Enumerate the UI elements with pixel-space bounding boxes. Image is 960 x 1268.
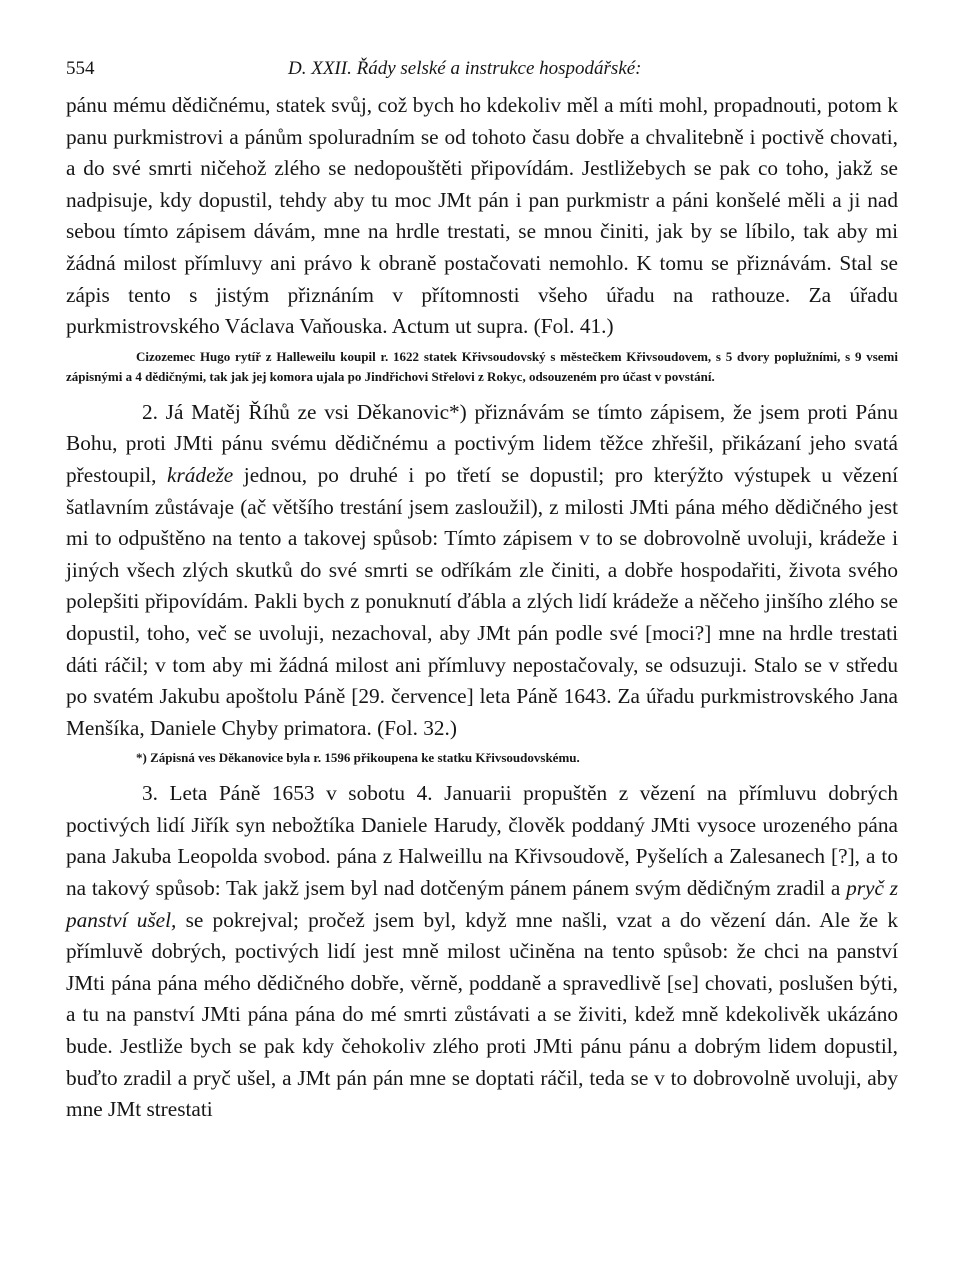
running-header: [66, 58, 898, 90]
entry-2-text-end: jednou, po druhé i po třetí se dopustil; pro kterýžto výstupek u vězení šatlavním zůstávaje (ač většího trestání jsem zasloužil), z milosti JMti pána mého dědičného jest mi to odpuštěno na tento a takovej spůsob: Tímto zápisem v to se dobrovolně uvoluji, krádeže i jiných všech zlých skutků do své smrti se odříkám zle činiti, a dobře hospodařiti, života svého polepšiti připovídám. Pakli bych z ponuknutí ďábla a zlých lidí krádeže a něčeho jinšího zlého se dopustil, toho, več se uvoluji, nezachoval, aby JMt pán podle své [moci?] mne na hrdle trestati dáti ráčil; v tom aby mi žádná milost ani přímluvy nepostačovaly, se odsuzuji. Stalo se v středu po svatém Jakubu apoštolu Páně [29. července] leta Páně 1643. Za úřadu purkmistrovského Jana Menšíka, Daniele Chyby primatora. (Fol. 32.): [66, 462, 899, 740]
entry-2-emphasis: krádeže: [167, 462, 234, 487]
footnote: *) Zápisná ves Děkanovice byla r. 1596 přikoupena ke statku Křivsoudovskému.: [136, 750, 580, 766]
paragraph-entry-2: [66, 397, 898, 745]
entry-3-text-end: se pokrejval; pročež jsem byl, když mne našli, vzat a do vězení dán. Ale že k přímluvě dobrých, poctivých lidí jest mně milost učiněna na tento spůsob: že chci na panství JMti pána pána mého dědičného dobře, věrně, poddaně a spravedlivě [se] chovati, poslušen býti, a tu na panství JMti pána pána do mé smrti zůstávati a se živiti, kdež mně kdekolivěk ukázáno bude. Jestliže bych se pak kdy čehokoliv zlého proti JMti pánu pánu a dobrým lidem dopustil, buďto zradil a pryč ušel, a JMt pán pán mne se doptati ráčil, teda se v to dobrovolně uvoluji, aby mne JMt strestati: [66, 907, 898, 1122]
entry-2-text-start: 2. Já Matěj Říhů ze vsi Děkanovic*) přiznávám se tímto zápisem, že jsem proti Pánu Bohu, proti JMti pánu svému dědičnému a poctivým lidem těžce zhřešil, přikázaní jeho svatá přestoupil,: [66, 399, 898, 487]
running-title: D. XXII. Řády selské a instrukce hospodářské:: [288, 58, 642, 79]
paragraph-entry-3: [66, 778, 898, 1126]
editorial-note: Cizozemec Hugo rytíř z Halleweilu koupil r. 1622 statek Křivsoudovský s městečkem Křivsoudovem, s 5 dvory poplužními, s 9 vsemi zápisnými a 4 dědičnými, tak jak jej komora ujala po Jindřichovi Střelovi z Rokyc, odsouzeném pro účast v povstání.: [66, 348, 898, 384]
page-number: 554: [66, 58, 95, 79]
entry-3-text-start: 3. Leta Páně 1653 v sobotu 4. Januarii propuštěn z vězení na přímluvu dobrých poctivých lidí Jiřík syn nebožtíka Daniele Harudy, člověk poddaný JMti vysoce urozeného pána pana Jakuba Leopolda svobod. pána z Halweillu na Křivsoudově, Pyšelích a Zalesanech [?], a to na takový spůsob: Tak jakž jsem byl nad dotčeným pánem pánem svým dědičným zradil a: [66, 781, 898, 901]
paragraph-continuation: pánu mému dědičnému, statek svůj, což bych ho kdekoliv měl a míti mohl, propadnouti, potom k panu purkmistrovi a pánům spoluradním se od tohoto času dobře a chvalitebně i poctivě chovati, a do své smrti ničehož zlého se nedopouštěti připovídám. Jestližebych se pak co toho, jakž se nadpisuje, kdy dopustil, tehdy aby tu moc JMt pán i pan purkmistr a páni konšelé měli a ji nad sebou tímto zápisem dávám, mne na hrdle trestati, se mnou činiti, jak by se líbilo, tak aby mi žádná milost přímluvy ani právo k obraně postačovati nemohlo. K tomu se přiznávám. Stal se zápis tento s jistým přiznáním v přítomnosti všeho úřadu na rathouze. Za úřadu purkmistrovského Václava Vaňouska. Actum ut supra. (Fol. 41.): [66, 93, 898, 339]
entry-3-emphasis: pryč z panství ušel,: [66, 876, 898, 932]
